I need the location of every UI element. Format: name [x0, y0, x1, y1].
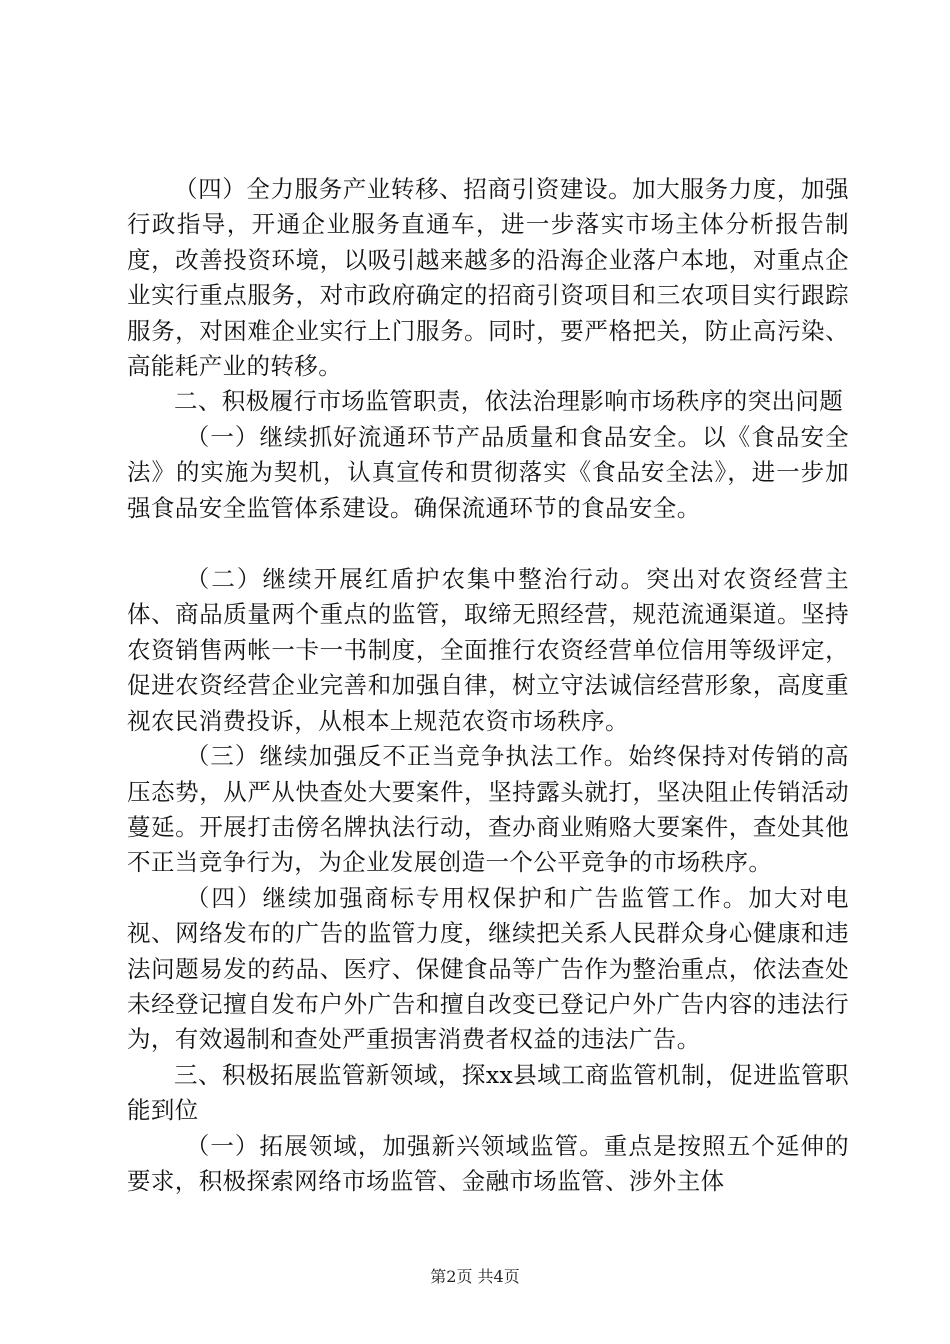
section-heading-market-supervision: 二、积极履行市场监管职责，依法治理影响市场秩序的突出问题: [174, 387, 844, 416]
page-footer: 第2页 共4页: [430, 1267, 520, 1286]
document-body: [127, 172, 849, 1199]
paragraph-industry-transfer: （四）全力服务产业转移、招商引资建设。加大服务力度，加强行政指导，开通企业服务直通车，进一步落实市场主体分析报告制度，改善投资环境，以吸引越来越多的沿海企业落户本地，对重点企业实行重点服务，对市政府确定的招商引资项目和三农项目实行跟踪服务，对困难企业实行上门服务。同时，要严格把关，防止高污染、高能耗产业的转移。: [127, 175, 849, 381]
paragraph-trademark-advertising: （四）继续加强商标专用权保护和广告监管工作。加大对电视、网络发布的广告的监管力度，继续把关系人民群众身心健康和违法问题易发的药品、医疗、保健食品等广告作为整治重点，依法查处未经登记擅自发布户外广告和擅自改变已登记户外广告内容的违法行为，有效遏制和查处严重损害消费者权益的违法广告。: [127, 883, 849, 1054]
paragraph-unfair-competition: （三）继续加强反不正当竞争执法工作。始终保持对传销的高压态势，从严从快查处大要案件，坚持露头就打，坚决阻止传销活动蔓延。开展打击傍名牌执法行动，查办商业贿赂大要案件，查处其他不正当竞争行为，为企业发展创造一个公平竞争的市场秩序。: [127, 742, 849, 877]
paragraph-spacer: [127, 526, 849, 562]
paragraph-emerging-fields: （一）拓展领域，加强新兴领域监管。重点是按照五个延伸的要求，积极探索网络市场监管、金融市场监管、涉外主体: [127, 1131, 849, 1195]
paragraph-red-shield-agriculture: （二）继续开展红盾护农集中整治行动。突出对农资经营主体、商品质量两个重点的监管，取缔无照经营，规范流通渠道。坚持农资销售两帐一卡一书制度，全面推行农资经营单位信用等级评定，促进农资经营企业完善和加强自律，树立守法诚信经营形象，高度重视农民消费投诉，从根本上规范农资市场秩序。: [127, 565, 849, 735]
section-heading-new-fields: 三、积极拓展监管新领域，探xx县域工商监管机制，促进监管职能到位: [127, 1060, 849, 1125]
paragraph-food-safety: （一）继续抓好流通环节产品质量和食品安全。以《食品安全法》的实施为契机，认真宣传和贯彻落实《食品安全法》，进一步加强食品安全监管体系建设。确保流通环节的食品安全。: [127, 422, 849, 522]
